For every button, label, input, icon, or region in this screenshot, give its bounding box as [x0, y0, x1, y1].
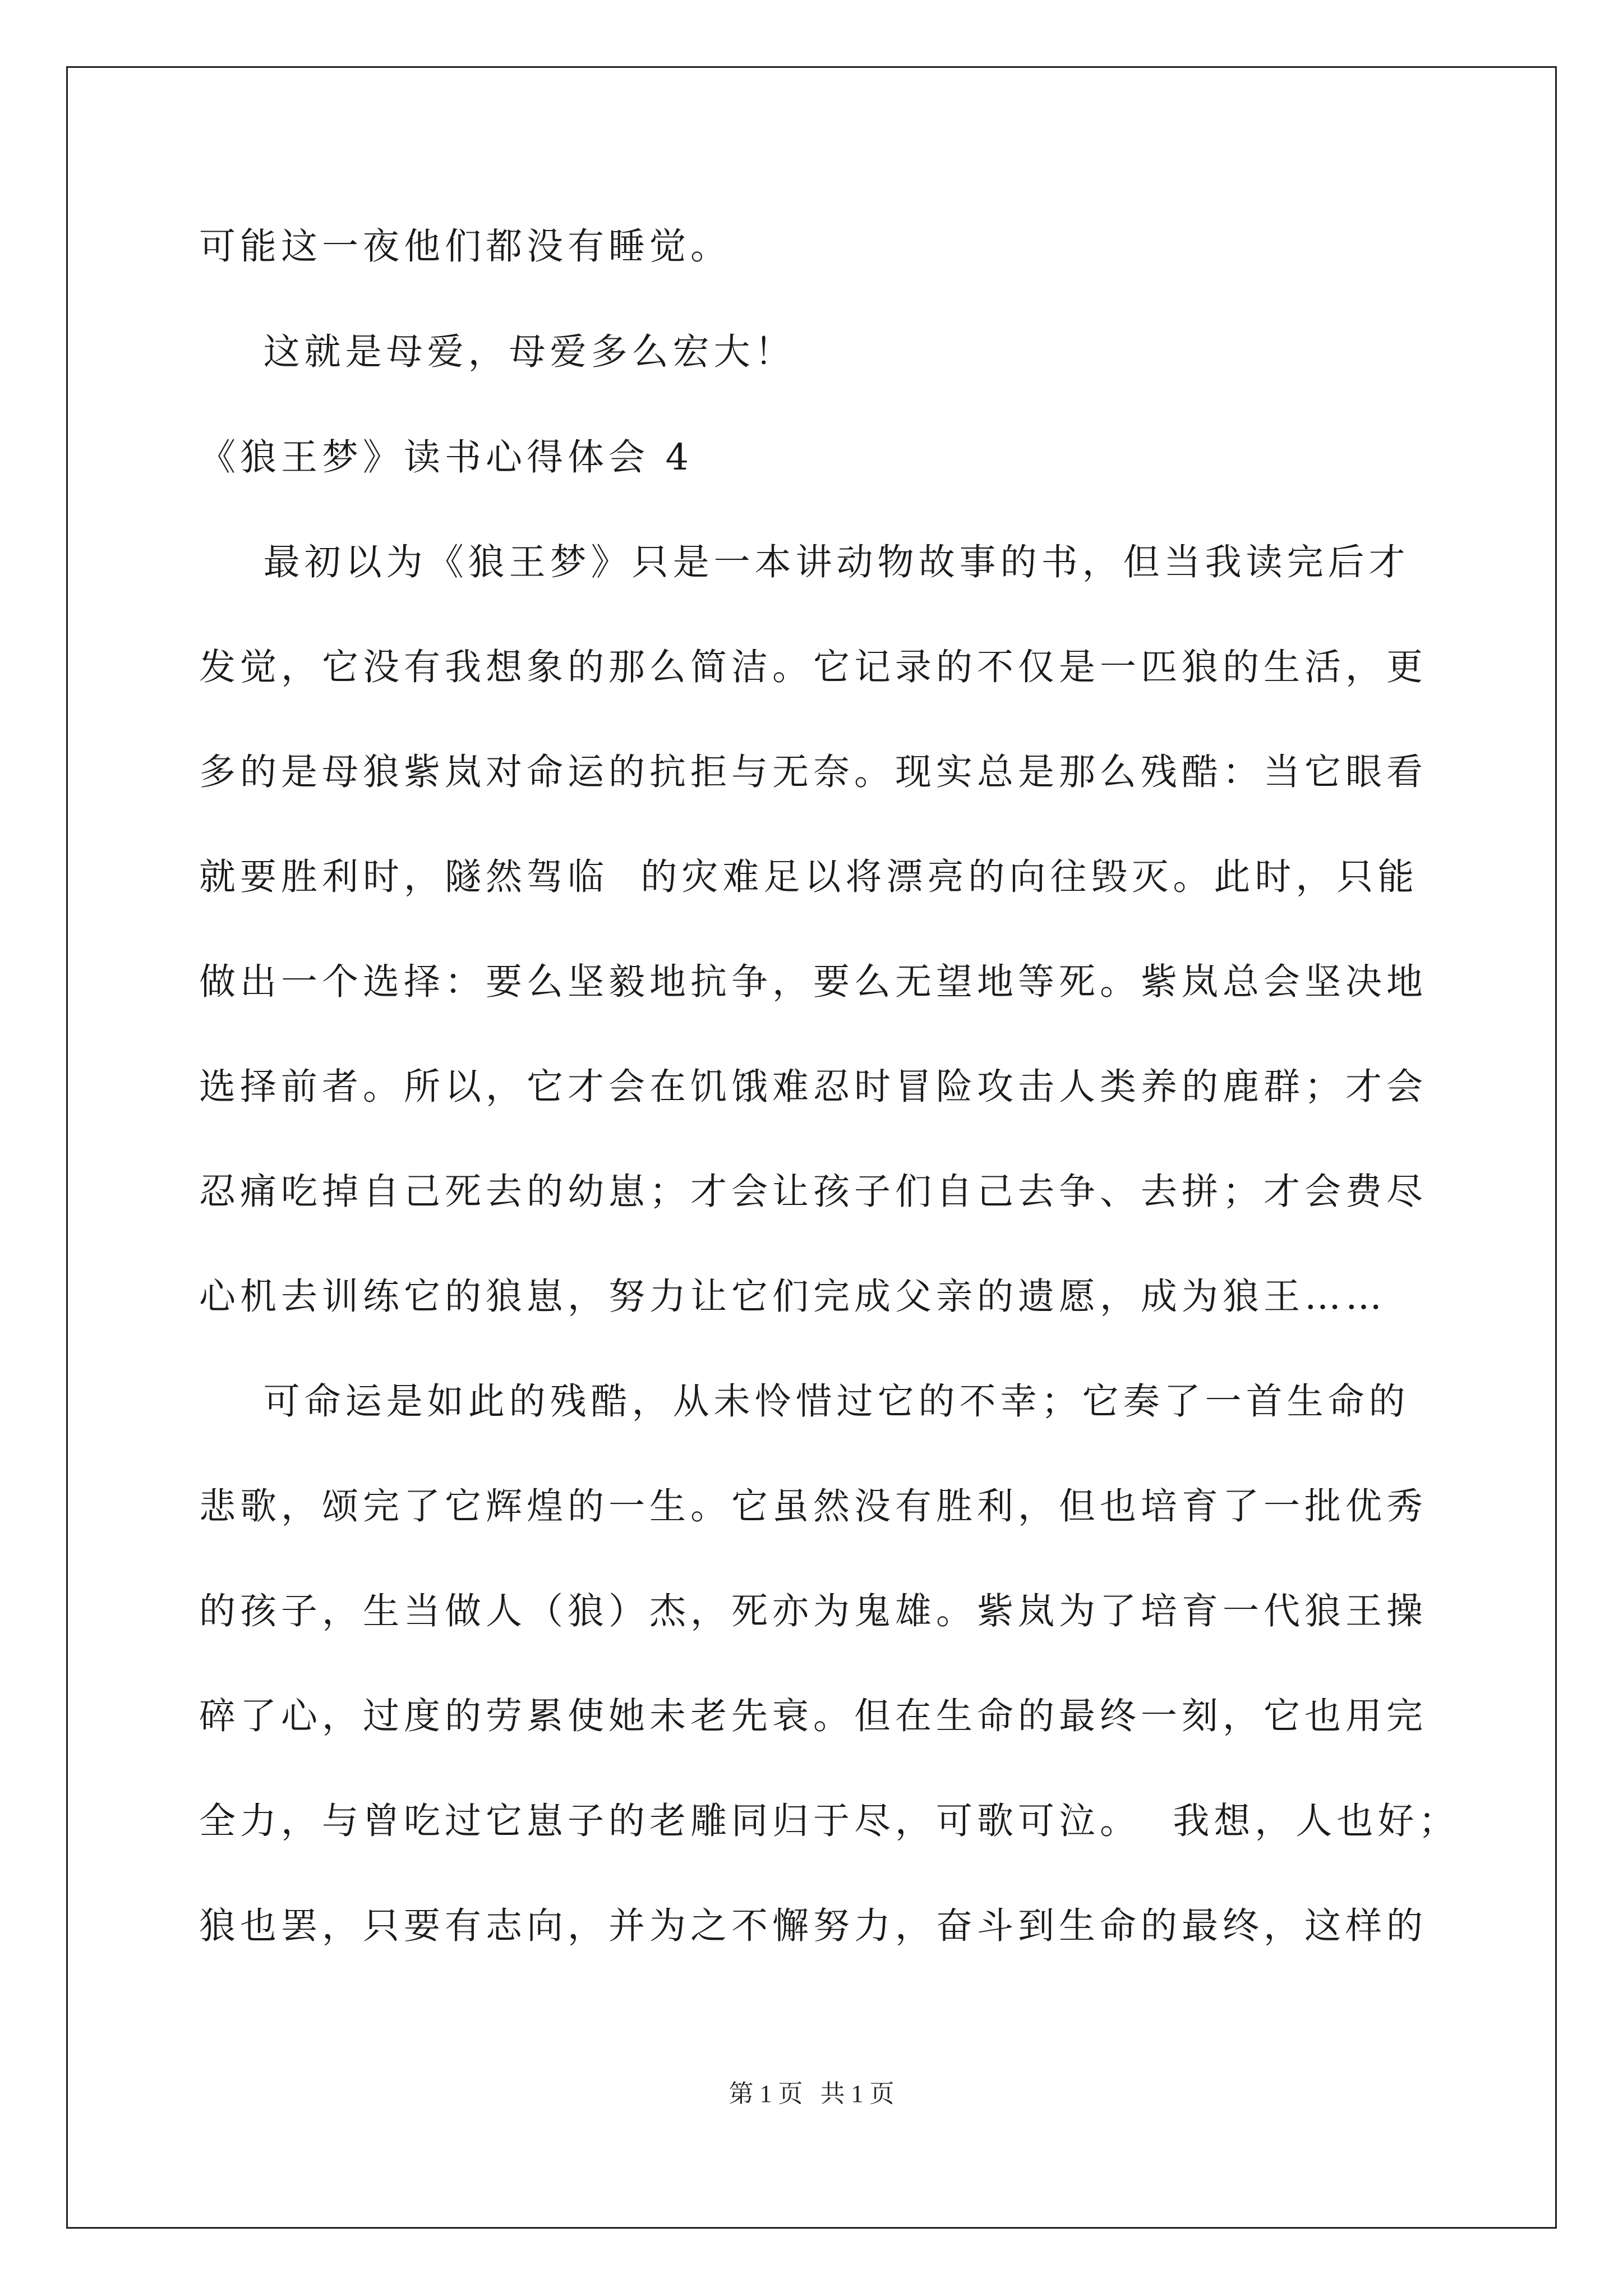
text-line: 碎了心，过度的劳累使她未老先衰。但在生命的最终一刻，它也用完 [199, 1695, 1428, 1737]
text-line: 悲歌，颂完了它辉煌的一生。它虽然没有胜利，但也培育了一批优秀 [199, 1485, 1428, 1527]
text-line: 的孩子，生当做人（狼）杰，死亦为鬼雄。紫岚为了培育一代狼王操 [199, 1590, 1428, 1632]
page-number: 第 1 页 [728, 2080, 803, 2108]
section-heading: 《狼王梦》读书心得体会 4 [199, 436, 694, 478]
text-line: 心机去训练它的狼崽，努力让它们完成父亲的遗愿，成为狼王…… [199, 1276, 1387, 1318]
text-line: 狼也罢，只要有志向，并为之不懈努力，奋斗到生命的最终，这样的 [199, 1905, 1428, 1947]
text-line: 忍痛吃掉自己死去的幼崽；才会让孩子们自己去争、去拼；才会费尽 [199, 1171, 1428, 1213]
text-line: 做出一个选择：要么坚毅地抗争，要么无望地等死。紫岚总会坚决地 [199, 961, 1428, 1003]
text-line: 全力，与曾吃过它崽子的老雕同归于尽，可歌可泣。 我想，人也好； [199, 1800, 1460, 1842]
page-footer [0, 2078, 1623, 2110]
text-line: 选择前者。所以，它才会在饥饿难忍时冒险攻击人类养的鹿群；才会 [199, 1066, 1428, 1108]
page-total: 共 1 页 [820, 2080, 895, 2108]
text-line: 这就是母爱，母爱多么宏大！ [199, 331, 796, 373]
text-line: 就要胜利时，隧然驾临 的灾难足以将漂亮的向往毁灭。此时，只能 [199, 856, 1419, 898]
text-line: 最初以为《狼王梦》只是一本讲动物故事的书，但当我读完后才 [199, 541, 1410, 583]
text-line: 可命运是如此的残酷，从未怜惜过它的不幸；它奏了一首生命的 [199, 1381, 1410, 1423]
text-line: 多的是母狼紫岚对命运的抗拒与无奈。现实总是那么残酷：当它眼看 [199, 751, 1428, 793]
text-line: 可能这一夜他们都没有睡觉。 [199, 226, 732, 268]
text-line: 发觉，它没有我想象的那么简洁。它记录的不仅是一匹狼的生活，更 [199, 646, 1428, 688]
